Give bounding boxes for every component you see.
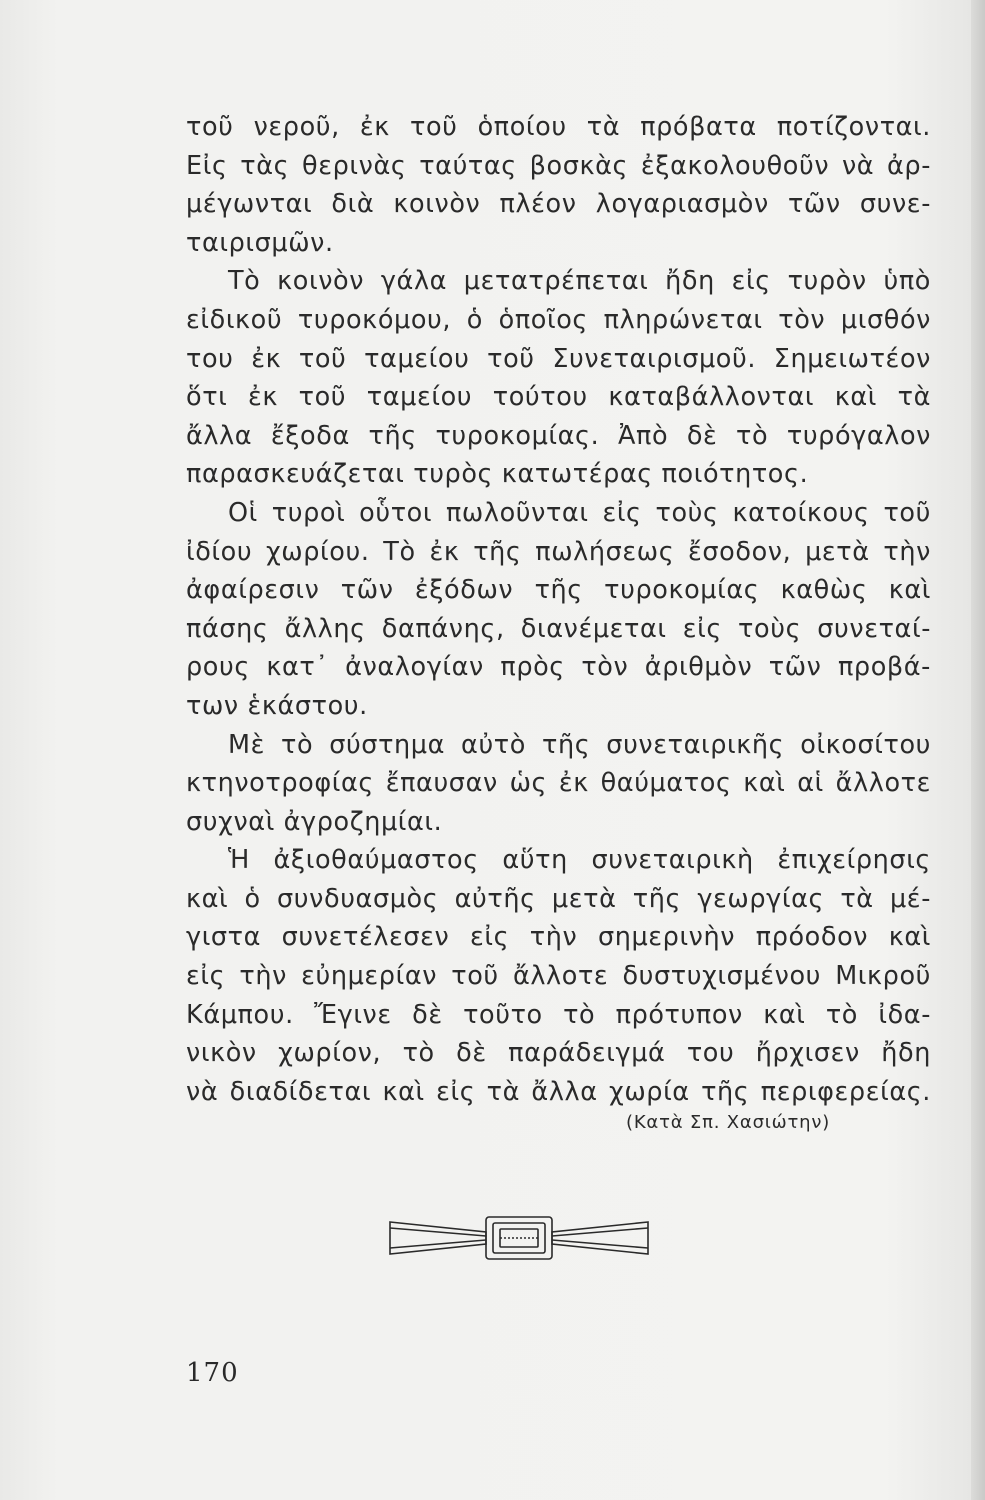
- paragraph-start-line: Μὲ τὸ σύστημα αὐτὸ τῆς συνεταιρικῆς οἰκοσίτου: [228, 729, 931, 760]
- text-line: του ἐκ τοῦ ταμείου τοῦ Συνεταιρισμοῦ. Σημειωτέον: [186, 343, 931, 374]
- text-line: των ἑκάστου.: [186, 690, 368, 721]
- text-line: εἰς τὴν εὐημερίαν τοῦ ἄλλοτε δυστυχισμένου Μικροῦ: [186, 961, 931, 992]
- body-text: [186, 108, 931, 1111]
- page-edge-shadow: [971, 0, 985, 1500]
- text-line: πάσης ἄλλης δαπάνης, διανέμεται εἰς τοὺς συνεταί-: [186, 613, 931, 644]
- paragraph-start-line: Οἱ τυροὶ οὗτοι πωλοῦνται εἰς τοὺς κατοίκους τοῦ: [228, 497, 931, 528]
- paragraph-start-line: Τὸ κοινὸν γάλα μετατρέπεται ἤδη εἰς τυρὸν ὑπὸ: [228, 266, 931, 297]
- text-line: ρους κατ᾽ ἀναλογίαν πρὸς τὸν ἀριθμὸν τῶν προβά-: [186, 652, 931, 683]
- text-line: εἰδικοῦ τυροκόμου, ὁ ὁποῖος πληρώνεται τὸν μισθόν: [186, 304, 931, 335]
- text-line: παρασκευάζεται τυρὸς κατωτέρας ποιότητος.: [186, 459, 809, 490]
- text-line: κτηνοτροφίας ἔπαυσαν ὡς ἐκ θαύματος καὶ αἱ ἄλλοτε: [186, 768, 931, 799]
- text-line: ἰδίου χωρίου. Τὸ ἐκ τῆς πωλήσεως ἔσοδον, μετὰ τὴν: [186, 536, 931, 567]
- text-line: γιστα συνετέλεσεν εἰς τὴν σημερινὴν πρόοδον καὶ: [186, 922, 931, 953]
- bow-ornament-icon: [388, 1214, 650, 1262]
- text-line: τοῦ νεροῦ, ἐκ τοῦ ὁποίου τὰ πρόβατα ποτίζονται.: [186, 112, 931, 142]
- attribution: (Κατὰ Σπ. Χασιώτην): [626, 1112, 831, 1133]
- text-line: ἀφαίρεσιν τῶν ἐξόδων τῆς τυροκομίας καθὼς καὶ: [186, 575, 931, 606]
- text-line: Κάμπου. Ἔγινε δὲ τοῦτο τὸ πρότυπον καὶ τὸ ἰδα-: [186, 999, 931, 1030]
- text-line: ἄλλα ἔξοδα τῆς τυροκομίας. Ἀπὸ δὲ τὸ τυρόγαλον: [186, 420, 931, 451]
- text-line: καὶ ὁ συνδυασμὸς αὐτῆς μετὰ τῆς γεωργίας τὰ μέ-: [186, 883, 931, 914]
- text-line: μέγωνται διὰ κοινὸν πλέον λογαριασμὸν τῶν συνε-: [186, 189, 931, 220]
- paragraph-start-line: Ἡ ἀξιοθαύμαστος αὕτη συνεταιρικὴ ἐπιχείρησις: [228, 845, 931, 876]
- text-line: Εἰς τὰς θερινὰς ταύτας βοσκὰς ἐξακολουθοῦν νὰ ἀρ-: [186, 150, 931, 181]
- page-number: 170: [186, 1358, 239, 1388]
- text-line: συχναὶ ἀγροζημίαι.: [186, 806, 443, 837]
- text-line: ὅτι ἐκ τοῦ ταμείου τούτου καταβάλλονται καὶ τὰ: [186, 382, 931, 413]
- text-line: ταιρισμῶν.: [186, 227, 334, 258]
- text-line: νικὸν χωρίον, τὸ δὲ παράδειγμά του ἤρχισεν ἤδη: [186, 1038, 931, 1069]
- text-line: νὰ διαδίδεται καὶ εἰς τὰ ἄλλα χωρία τῆς περιφερείας.: [186, 1076, 931, 1107]
